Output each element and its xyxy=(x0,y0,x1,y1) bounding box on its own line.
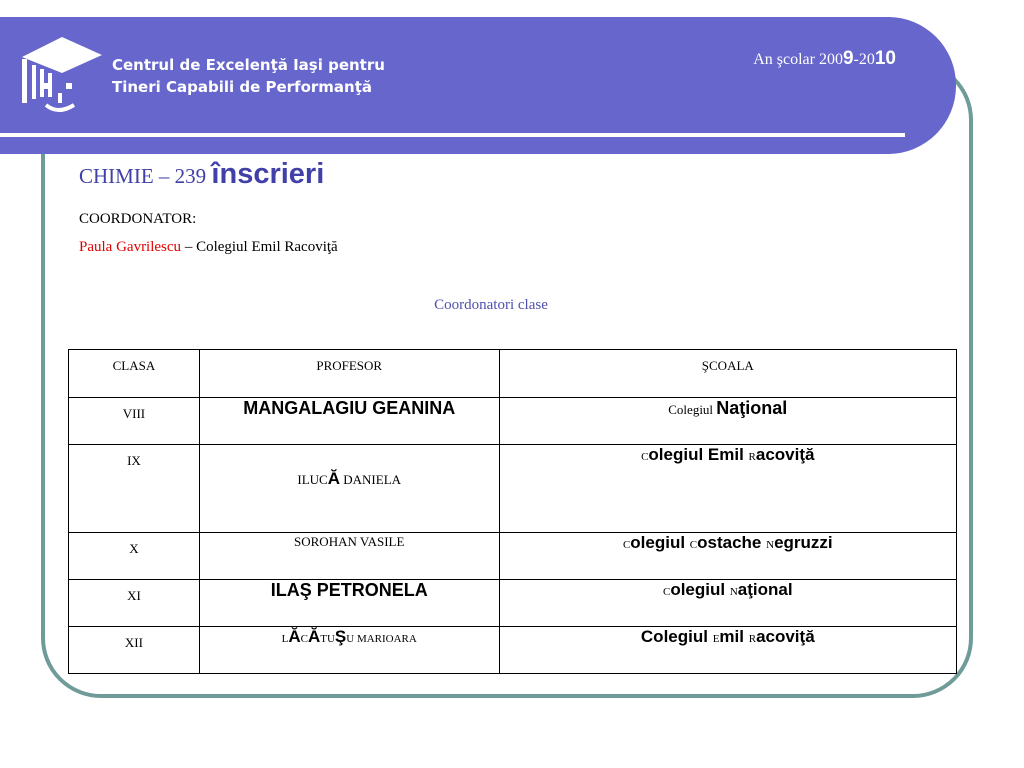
table-row xyxy=(69,627,957,674)
table-row xyxy=(69,580,957,627)
table-row xyxy=(69,533,957,580)
class-coordinators-table xyxy=(68,349,957,674)
organization-name-line1: Centrul de Excelenţă Iaşi pentru xyxy=(112,56,385,74)
school-year-mid: -20 xyxy=(853,51,875,68)
scoala-cell: Colegiul Emil Racoviţă xyxy=(499,445,956,533)
column-header-scoala: ŞCOALA xyxy=(499,350,956,398)
coordinator-line xyxy=(79,239,338,256)
section-subtitle: Coordonatori clase xyxy=(434,297,548,313)
organization-name xyxy=(112,54,385,98)
profesor-cell: MANGALAGIU GEANINA xyxy=(199,398,499,445)
profesor-cell: SOROHAN VASILE xyxy=(199,533,499,580)
coordinator-school: – Colegiul Emil Racoviţă xyxy=(181,239,338,255)
clasa-cell: XI xyxy=(69,580,200,627)
profesor-cell: ILUCĂ DANIELA xyxy=(199,445,499,533)
scoala-cell: Colegiul Costache Negruzzi xyxy=(499,533,956,580)
scoala-cell: Colegiul Naţional xyxy=(499,580,956,627)
coordinator-label: COORDONATOR: xyxy=(79,211,197,227)
coordinator-name: Paula Gavrilescu xyxy=(79,239,182,255)
table-header-row xyxy=(69,350,957,398)
column-header-clasa: CLASA xyxy=(69,350,200,398)
title-subject: CHIMIE – 239 xyxy=(79,164,212,188)
clasa-cell: IX xyxy=(69,445,200,533)
table-row xyxy=(69,445,957,533)
clasa-cell: X xyxy=(69,533,200,580)
title-enrollments: înscrieri xyxy=(211,158,325,190)
scoala-cell: Colegiul Naţional xyxy=(499,398,956,445)
organization-name-line2: Tineri Capabili de Performanţă xyxy=(112,78,373,96)
school-year-digit2: 10 xyxy=(874,48,896,69)
header-divider xyxy=(0,133,905,137)
profesor-cell: ILAŞ PETRONELA xyxy=(199,580,499,627)
page-title xyxy=(79,158,324,191)
clasa-cell: XII xyxy=(69,627,200,674)
profesor-cell: LĂCĂTUŞU MARIOARA xyxy=(199,627,499,674)
clasa-cell: VIII xyxy=(69,398,200,445)
school-year xyxy=(753,48,896,70)
table-row xyxy=(69,398,957,445)
column-header-profesor: PROFESOR xyxy=(199,350,499,398)
school-year-digit1: 9 xyxy=(842,48,854,69)
graduation-cap-face-logo-icon xyxy=(18,35,104,119)
scoala-cell: Colegiul Emil Racoviţă xyxy=(499,627,956,674)
school-year-prefix: An şcolar 200 xyxy=(753,51,843,68)
